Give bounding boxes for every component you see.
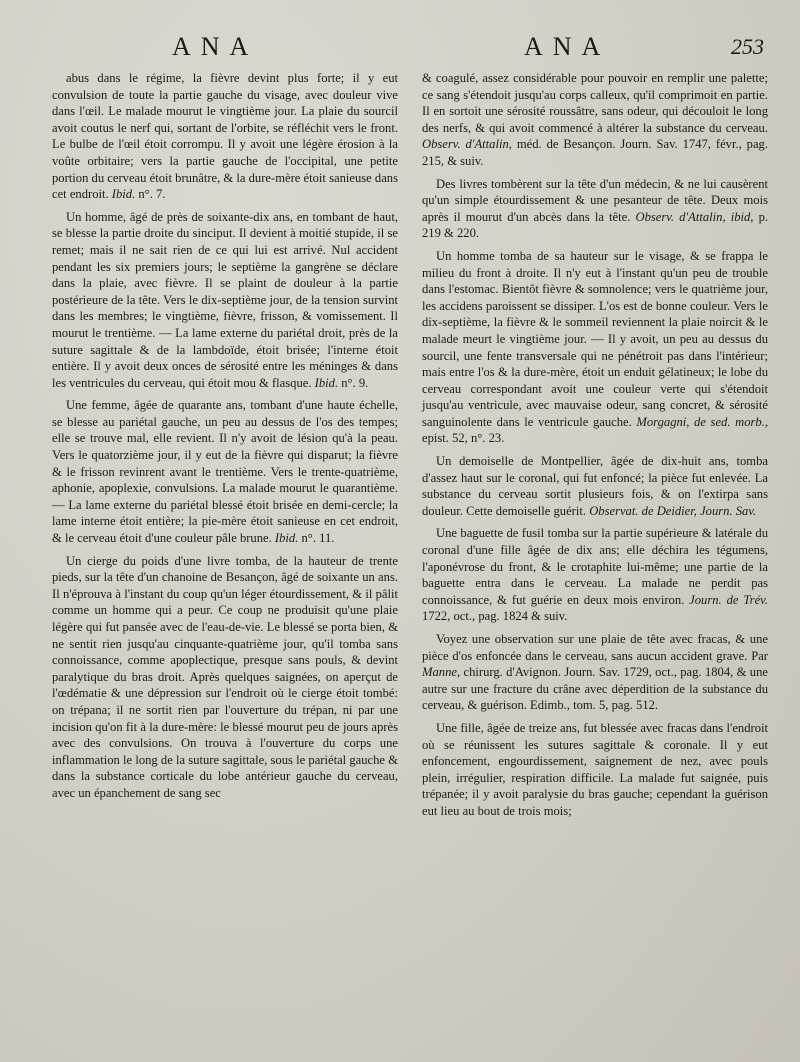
citation: Observat. de Deidier, Journ. Sav.: [589, 503, 757, 518]
citation-reference: p. 219 & 220.: [422, 209, 769, 241]
paragraph-text: Un homme, âgé de près de soixante-dix ans, en tombant de haut, se blesse la partie droite du sinciput. Il devient à moitié stupide, il se remet; mais il ne sait rien de ce qui lui est arrivé. Nul accident pendant les six premiers jours; le septième la gangrène se déclare dans la plaie, avec fièvre. Il se plaint de douleur à la partie postérieure de la tête. Vers le dix-septième jour, de la tension survint dans les membres; le vingtième, fièvre, frisson, & vomissement. Il mourut le trentième. — La lame externe du pariétal droit, près de la suture sagittale & de la lambdoïde, étoit brisée; l'interne étoit entière. Il y avoit deux onces de sérosité entre les méninges & dans les ventricules du cerveau, qui étoit mou & flasque.: [52, 209, 398, 390]
citation-reference: méd. de Besançon. Journ. Sav. 1747, févr., pag. 215, & suiv.: [422, 137, 769, 168]
paragraph-text: Une baguette de fusil tomba sur la partie supérieure & latérale du coronal d'une fille âgée de dix ans; elle déchira les tégumens, l'aponévrose du front, & le crotaphite lui-même; une partie de la baguette entra dans le cerveau. La malade ne perdit pas connoissance, & fut guérie en deux mois environ.: [422, 526, 768, 607]
citation: Ibid.: [314, 375, 339, 390]
paragraph-text: Un homme tomba de sa hauteur sur le visage, & se frappa le milieu du front à droite. Il n'y eut à l'instant qu'un peu de trouble dans l'estomac. Bientôt fièvre & somnolence; vers le quatrième jour, les accidens paroissent se dissiper. L'os est de bonne couleur. Vers le dix-septième, la fièvre & le sommeil reviennent la plaie noircit & le malade meurt le vingtième jour. — Il y avoit, un peu au dessus du sourcil, une fente transversale qui ne pénétroit pas dans l'intérieur; mais entre l'os & la dure-mère, étoit un enduit gélatineux; le lobe du cerveau correspondant avoit une couleur verte qui s'étendoit jusqu'au ventricule, avec mauvaise odeur, sang concret, & sérosité sanguinolente dans le ventricule gauche.: [422, 248, 768, 429]
paragraph-text: abus dans le régime, la fièvre devint plus forte; il y eut convulsion de toute la partie gauche du visage, avec douleur vive dans l'œil. Le malade mourut le vingtième jour. La plaie du sourcil avoit coutus le nerf qui, sortant de l'orbite, se réfléchit vers le front. Le bulbe de l'œil étoit corrompu. Il y avoit une légère érosion à la voûte orbitaire; vers la partie gauche de l'occipital, une petite portion du cerveau étoit brunâtre, & la dure-mère étoit sanieuse dans cet endroit.: [52, 71, 398, 202]
running-head-left: ANA: [172, 32, 259, 61]
citation-reference: epist. 52, n°. 23.: [422, 431, 505, 446]
paragraph-text: Une fille, âgée de treize ans, fut blessée avec fracas dans l'endroit où se réunissent les sutures sagittale & coronale. Il y eut enfoncement, engourdissement, saignement de nez, avec pouls plein, irrégulier, respiration difficile. La malade fut saignée, puis trépanée; il y avoit paralysie du bras gauche; cependant la guérison eut lieu au bout de trois mois;: [422, 720, 768, 818]
left-column-paragraph: [52, 553, 398, 802]
citation-reference: 1722, oct., pag. 1824 & suiv.: [422, 609, 568, 624]
left-column: [52, 70, 398, 826]
paragraph-text: Des livres tombèrent sur la tête d'un médecin, & ne lui causèrent qu'un simple étourdissement & une pesanteur de tête. Deux mois après il mourut d'un abcès dans la tête.: [422, 176, 768, 224]
text-columns: [52, 70, 768, 826]
citation: Observ. d'Attalin, ibid,: [635, 209, 754, 224]
citation: Ibid.: [274, 531, 299, 546]
citation: Observ. d'Attalin,: [422, 137, 512, 152]
paragraph-text: Une femme, âgée de quarante ans, tombant d'une haute échelle, se blesse au pariétal gauche, un peu au dessus de l'os des tempes; elle se trouve mal, elle revient. Il n'y avoit de lésion qu'à la peau. Vers le quatorzième jour, il y eut de la fièvre qui disparut; la fièvre & le frisson revinrent avant le trentième. Vers le trente-quatrième, aphonie, apoplexie, convulsions. La malade mourut le quarantième. — La lame externe du pariétal blessé étoit brisée en demi-cercle; la lame interne étoit entière; la pie-mère étoit sanieuse en cet endroit, & le cerveau étoit d'une couleur pâle brune.: [52, 398, 398, 546]
citation-reference: n°. 9.: [338, 375, 369, 390]
right-column: [422, 70, 768, 826]
paragraph-text: Un demoiselle de Montpellier, âgée de dix-huit ans, tomba d'assez haut sur le coronal, qui fut enfoncé; la pièce fut enlevée. La substance du cerveau sortit plusieurs fois, & on l'extirpa sans douleur. Cette demoiselle guérit.: [422, 454, 768, 518]
citation: Journ. de Trév.: [689, 592, 768, 607]
citation-reference: n°. 7.: [135, 187, 166, 202]
paragraph-text: Un cierge du poids d'une livre tomba, de la hauteur de trente pieds, sur la tête d'un chanoine de Besançon, âgé de soixante un ans. Il n'éprouva à l'instant du coup qu'un léger étourdissement, & il pâlit comme un homme qui a peur. Ce coup ne produisit qu'une plaie légère qui fut pansée avec de l'eau-de-vie. Le blessé se porta bien, & ne sentit rien jusqu'au cinquante-quatrième jour, qu'il tomba sans connoissance, comme apoplectique, presque sans pouls, & devint paralytique du bras droit. Après quelques saignées, on aperçut de l'œdématie & une dépression sur l'endroit où le cierge étoit tombé: on trépana; il ne sortit rien par l'ouverture du trépan, ni par une incision qu'on fit à la dure-mère: le blessé mourut peu de jours après avec des convulsions. On trouva à l'ouverture du corps une inflammation le long de la suture sagittale, sous le pariétal gauche & dans la substance corticale du lobe antérieur gauche du cerveau, avec un épanchement de sang sec: [52, 553, 398, 800]
right-column-paragraph: [422, 453, 768, 519]
left-column-paragraph: [52, 209, 398, 392]
right-column-paragraph: [422, 720, 768, 820]
right-column-paragraph: [422, 70, 768, 170]
right-column-paragraph: [422, 525, 768, 625]
citation: Morgagni, de sed. morb.,: [636, 414, 768, 429]
running-head-right: ANA: [524, 32, 611, 61]
left-column-paragraph: [52, 397, 398, 546]
paragraph-text: Voyez une observation sur une plaie de tête avec fracas, & une pièce d'os enfoncée dans le cerveau, sans aucun accident grave. Par: [422, 632, 768, 663]
citation-reference: chirurg. d'Avignon. Journ. Sav. 1729, oct., pag. 1804, & une autre sur une fracture du crâne avec déperdition de la substance du cerveau, & guérison. Edimb., tom. 5, pag. 512.: [422, 665, 768, 713]
right-column-paragraph: [422, 176, 768, 242]
running-head: [52, 28, 768, 68]
citation: Manne,: [422, 665, 461, 680]
right-column-paragraph: [422, 248, 768, 447]
left-column-paragraph: [52, 70, 398, 203]
citation-reference: n°. 11.: [298, 531, 335, 546]
citation: Ibid.: [111, 187, 136, 202]
paragraph-text: & coagulé, assez considérable pour pouvoir en remplir une palette; ce sang s'étendoit jusqu'au corps calleux, qu'il comprimoit en partie. Il en sortoit une sérosité roussâtre, sans odeur, qui découloit le long des nerfs, & qui avoit commencé à altérer la substance du cerveau.: [422, 71, 768, 135]
right-column-paragraph: [422, 631, 768, 714]
page-number: 253: [731, 34, 764, 59]
